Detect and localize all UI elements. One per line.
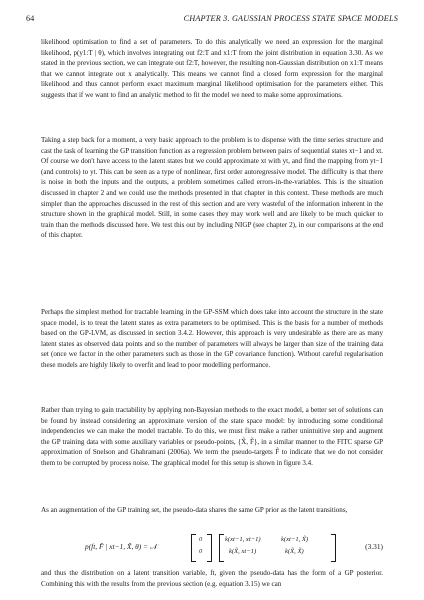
paragraph-posterior: and thus the distribution on a latent transition variable, ft, given the pseudo-data has the form of a GP posterior. Combining this with the results from the previous section (e.g. equation 3.15) we can: [41, 569, 383, 588]
paragraph-augmentation: As an augmentation of the GP training set, the pseudo-data shares the same GP prior as the latent transitions,: [41, 506, 348, 514]
chapter-title: CHAPTER 3. GAUSSIAN PROCESS STATE SPACE MODELS: [183, 14, 398, 23]
mean-bottom: 0: [199, 548, 203, 555]
cov-k11: k(xt−1, xt−1): [225, 536, 261, 543]
cov-k12: k(xt−1, X̃): [281, 536, 309, 543]
page-number: 64: [26, 14, 35, 23]
page-header: [26, 14, 398, 26]
equation-3-31: [41, 530, 383, 564]
equation-number: (3.31): [365, 542, 383, 551]
equation-matrix: [191, 532, 341, 562]
mean-top: 0: [199, 536, 203, 543]
mean-left-bracket: [191, 534, 196, 562]
mean-right-bracket: [207, 534, 212, 562]
equation-lhs: p(ft, F̃ | xt−1, X̃, θ) = 𝒩: [85, 542, 157, 551]
paragraph-marginal-likelihood: likelihood optimisation to find a set of parameters. To do this analytically we need an expression for the marginal likelihood, p(y1:T | θ), which involves integrating out f2:T and x1:T from the joint distribution in equation 3.30. As we stated in the previous section, we can integrate out f2:T, however, the resulting non-Gaussian distribution on x1:T means that we cannot integrate out x analytically. This means we cannot find a closed form expression for the marginal likelihood and thus cannot perform exact maximum marginal likelihood optimisation for the parameters either. This suggests that if we want to find an analytic method to fit the model we need to make some approximations.: [41, 38, 383, 99]
paragraph-pseudo-points: Rather than trying to gain tractability by applying non-Bayesian methods to the exact model, a better set of solutions can be found by instead considering an approximate version of the state space model: by introducing some conditional independencies we can make the model tractable. To do this, we must first make a rather unintuitive step and augment the GP training data with some auxiliary variables or pseudo-points, {X̃, F̃}, in a similar manner to the FITC sparse GP approximation of Snelson and Ghahramani (2006a). We term the pseudo-targets F̃ to indicate that we do not consider them to be corrupted by process noise. The graphical model for this setup is shown in figure 3.4.: [41, 406, 383, 467]
paragraph-autoregressive-approach: Taking a step back for a moment, a very basic approach to the problem is to dispense with the time series structure and cast the task of learning the GP transition function as a regression problem between pairs of sequential states xt−1 and xt. Of course we don't have access to the latent states but we could approximate xt with yt, and find the mapping from yt−1 (and controls) to yt. This can be seen as a type of nonlinear, first order autoregressive model. The difficulty is that there is noise in both the inputs and the outputs, a problem sometimes called errors-in-the-variables. This is the situation discussed in chapter 2 and we could use the methods presented in that chapter in this context. These methods are much simpler than the approaches discussed in the rest of this section and are very wasteful of the information inherent in the structure shown in the graphical model. Still, in some cases they may work well and are likely to be much quicker to train than the methods discussed here. We test this out by including NIGP (see chapter 2), in our comparisons at the end of this chapter.: [41, 136, 383, 240]
cov-right-bracket: [331, 534, 336, 562]
cov-k22: k(X̃, X̃): [285, 548, 304, 555]
paragraph-latent-parameters: Perhaps the simplest method for tractable learning in the GP-SSM which does take into account the structure in the state space model, is to treat the latent states as extra parameters to be optimised. This is the basis for a number of methods based on the GP-LVM, as discussed in section 3.4.2. However, this approach is very undesirable as there are as many latent states as observed data points and so the number of parameters will always be larger than size of the training data set (once we factor in the other parameters such as those in the GP covariance function). Without careful regularisation these models are highly likely to overfit and lead to poor modelling performance.: [41, 308, 383, 369]
cov-left-bracket: [219, 534, 224, 562]
cov-k21: k(X̃, xt−1): [229, 548, 257, 555]
